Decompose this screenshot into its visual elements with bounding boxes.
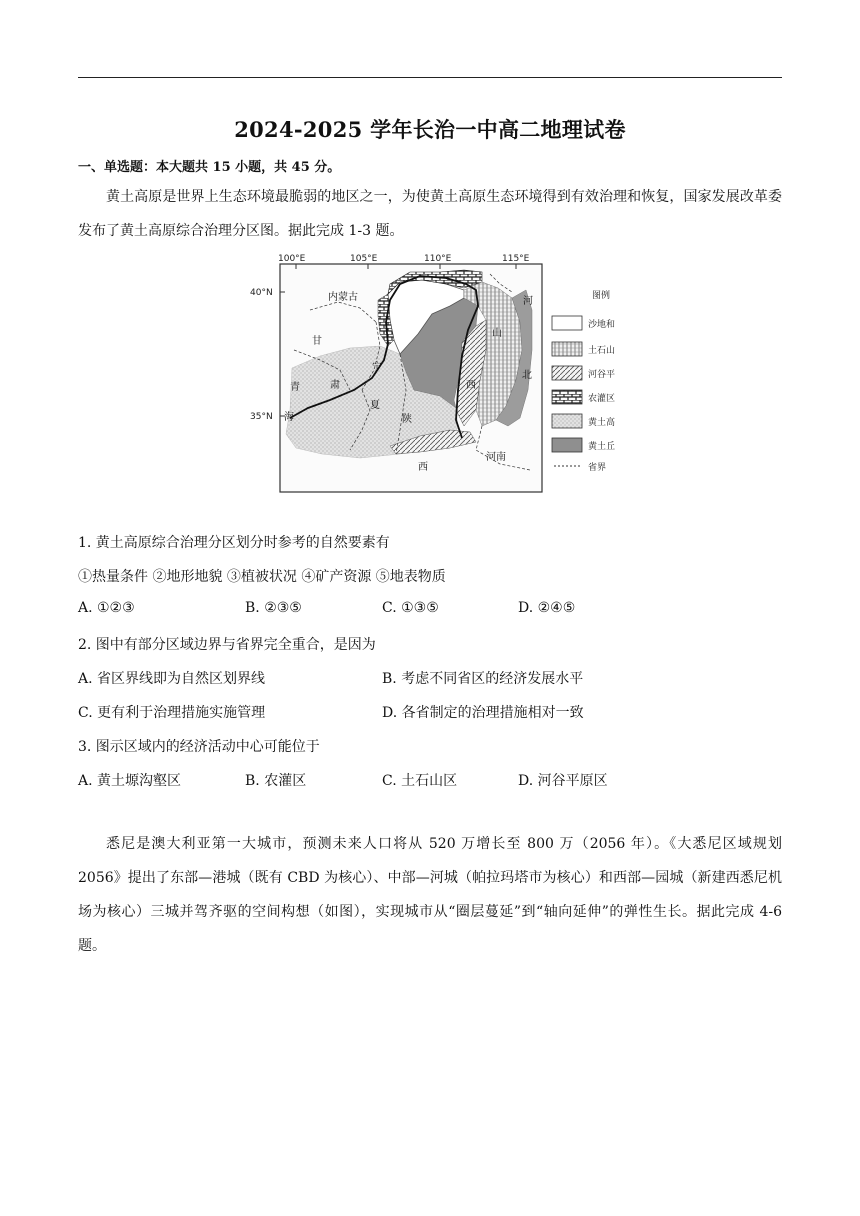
question-1-option-d[interactable]: D. ②④⑤ xyxy=(518,600,576,616)
region-label-shaanxi-xi: 西 xyxy=(418,462,428,473)
legend-item-gully: 黄土丘 xyxy=(588,442,616,452)
region-label-gan: 甘 xyxy=(312,336,322,347)
question-1-option-a[interactable]: A. ①②③ xyxy=(78,600,135,616)
question-1-option-b[interactable]: B. ②③⑤ xyxy=(245,600,302,616)
legend-swatch-valley xyxy=(552,366,582,380)
intro-paragraph-2: 悉尼是澳大利亚第一大城市，预测未来人口将从 520 万增长至 800 万（2056 年）。《大悉尼区域规划 2056》提出了东部—港城（既有 CBD 为核心）、中部—河城（帕拉玛塔市为核心）和西部—园城（新建西悉尼机场为核心）三城并驾齐驱的空间构想（如图），实现城市从“圈层蔓延”到“轴向延伸”的弹性生长。据此完成 4-6 题。 xyxy=(78,836,782,954)
lat-label-40: 40°N xyxy=(250,288,273,298)
question-2-option-b[interactable]: B. 考虑不同省区的经济发展水平 xyxy=(382,671,584,687)
header-rule xyxy=(78,77,782,78)
lon-label-100: 100°E xyxy=(278,254,306,264)
question-3-option-d[interactable]: D. 河谷平原区 xyxy=(518,773,608,789)
question-3-option-b[interactable]: B. 农灌区 xyxy=(245,773,307,789)
legend-item-sandy: 沙地和 xyxy=(588,320,616,330)
loess-plateau-map xyxy=(250,250,642,498)
legend-item-hilly: 黄土高 xyxy=(588,418,616,428)
question-1-stem: 1. 黄土高原综合治理分区划分时参考的自然要素有 xyxy=(78,535,390,551)
region-label-xia: 夏 xyxy=(370,400,380,411)
legend-swatch-hilly xyxy=(552,414,582,428)
section-heading: 一、单选题：本大题共 15 小题，共 45 分。 xyxy=(78,160,341,175)
legend-item-irrigated: 农灌区 xyxy=(588,394,616,404)
region-label-he: 河 xyxy=(523,296,533,307)
question-2-option-c[interactable]: C. 更有利于治理措施实施管理 xyxy=(78,705,266,721)
legend xyxy=(552,316,615,473)
region-label-su: 肃 xyxy=(330,380,340,391)
region-label-henan: 河南 xyxy=(486,452,506,463)
lon-label-105: 105°E xyxy=(350,254,378,264)
question-2-stem: 2. 图中有部分区域边界与省界完全重合，是因为 xyxy=(78,637,376,653)
legend-swatch-sandy xyxy=(552,316,582,330)
lat-label-35: 35°N xyxy=(250,412,273,422)
legend-swatch-irrigated xyxy=(552,390,582,404)
page-title: 2024-2025 学年长治一中高二地理试卷 xyxy=(234,117,626,142)
legend-title: 图例 xyxy=(592,291,611,301)
legend-item-valley: 河谷平 xyxy=(588,370,616,380)
question-3-stem: 3. 图示区域内的经济活动中心可能位于 xyxy=(78,739,320,755)
lon-label-115: 115°E xyxy=(502,254,530,264)
question-3-option-a[interactable]: A. 黄土塬沟壑区 xyxy=(78,773,182,789)
region-label-ning: 宁 xyxy=(372,362,382,373)
region-label-shan: 山 xyxy=(492,328,502,339)
legend-swatch-gully xyxy=(552,438,582,452)
region-label-shanxi-xi: 西 xyxy=(466,380,476,391)
question-2-option-a[interactable]: A. 省区界线即为自然区划界线 xyxy=(78,671,266,687)
region-label-hai: 海 xyxy=(284,412,294,423)
legend-swatch-rocky xyxy=(552,342,582,356)
region-label-neimenggu: 内蒙古 xyxy=(328,292,358,303)
question-1-option-c[interactable]: C. ①③⑤ xyxy=(382,600,439,616)
question-2-option-d[interactable]: D. 各省制定的治理措施相对一致 xyxy=(382,705,584,721)
region-label-qing: 青 xyxy=(290,382,300,393)
question-1-subitems: ①热量条件 ②地形地貌 ③植被状况 ④矿产资源 ⑤地表物质 xyxy=(78,569,446,585)
intro-paragraph-1: 黄土高原是世界上生态环境最脆弱的地区之一，为使黄土高原生态环境得到有效治理和恢复，国家发展改革委发布了黄土高原综合治理分区图。据此完成 1-3 题。 xyxy=(78,189,782,239)
lon-label-110: 110°E xyxy=(424,254,452,264)
region-label-bei: 北 xyxy=(522,370,532,381)
legend-item-border: 省界 xyxy=(588,463,607,473)
region-label-shaan: 陕 xyxy=(402,414,412,425)
question-3-option-c[interactable]: C. 土石山区 xyxy=(382,773,458,789)
legend-item-rocky: 土石山 xyxy=(588,346,616,356)
